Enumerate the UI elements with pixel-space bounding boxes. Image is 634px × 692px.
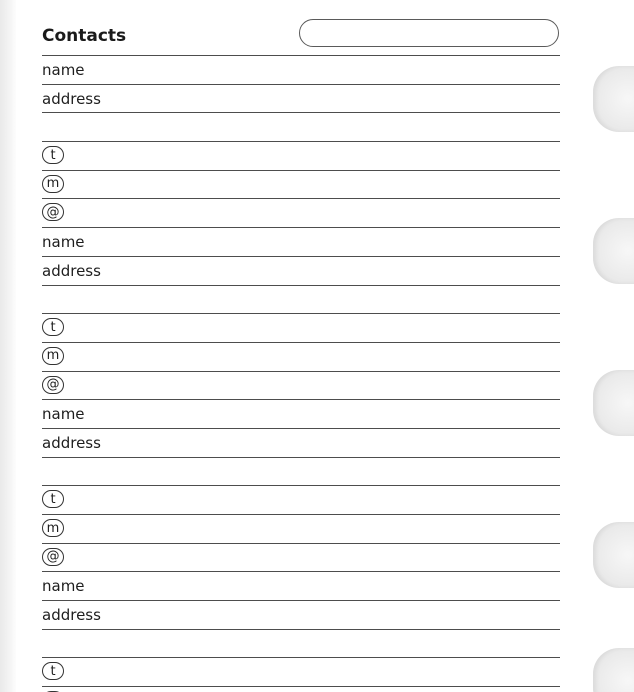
email-icon: @ xyxy=(42,548,64,566)
name-label: name xyxy=(42,577,85,596)
phone-icon: t xyxy=(42,318,64,336)
binder-shadow xyxy=(0,0,16,692)
email-icon: @ xyxy=(42,203,64,221)
name-label: name xyxy=(42,61,85,79)
contact-entries xyxy=(42,55,560,692)
address-label: address xyxy=(42,433,101,452)
binder-hole xyxy=(593,218,634,284)
address-row[interactable] xyxy=(42,600,560,629)
email-row[interactable] xyxy=(42,371,560,400)
mobile-row[interactable] xyxy=(42,170,560,199)
address-line-2[interactable] xyxy=(42,112,560,141)
phone-icon: t xyxy=(42,146,64,164)
mobile-row[interactable] xyxy=(42,686,560,692)
address-label: address xyxy=(42,89,101,108)
mobile-row[interactable] xyxy=(42,514,560,543)
name-label: name xyxy=(42,405,85,424)
address-row[interactable] xyxy=(42,84,560,113)
address-row[interactable] xyxy=(42,256,560,285)
phone-row[interactable] xyxy=(42,141,560,170)
email-icon: @ xyxy=(42,376,64,394)
binder-hole xyxy=(593,370,634,436)
phone-icon: t xyxy=(42,490,64,508)
address-line-2[interactable] xyxy=(42,629,560,658)
address-label: address xyxy=(42,606,101,625)
mobile-icon: m xyxy=(42,519,64,537)
header-input-box[interactable] xyxy=(299,19,559,47)
name-row[interactable] xyxy=(42,399,560,428)
phone-icon: t xyxy=(42,662,64,680)
binder-hole xyxy=(593,522,634,588)
name-row[interactable] xyxy=(42,227,560,256)
page-title: Contacts xyxy=(42,26,127,46)
phone-row[interactable] xyxy=(42,485,560,514)
mobile-row[interactable] xyxy=(42,342,560,371)
name-row[interactable] xyxy=(42,55,560,84)
binder-hole xyxy=(593,66,634,132)
name-row[interactable] xyxy=(42,571,560,600)
mobile-icon: m xyxy=(42,347,64,365)
mobile-icon: m xyxy=(42,175,64,193)
name-label: name xyxy=(42,233,85,252)
phone-row[interactable] xyxy=(42,657,560,686)
address-line-2[interactable] xyxy=(42,457,560,486)
email-row[interactable] xyxy=(42,543,560,572)
email-row[interactable] xyxy=(42,198,560,227)
address-row[interactable] xyxy=(42,428,560,457)
address-line-2[interactable] xyxy=(42,285,560,314)
phone-row[interactable] xyxy=(42,313,560,342)
address-label: address xyxy=(42,261,101,280)
